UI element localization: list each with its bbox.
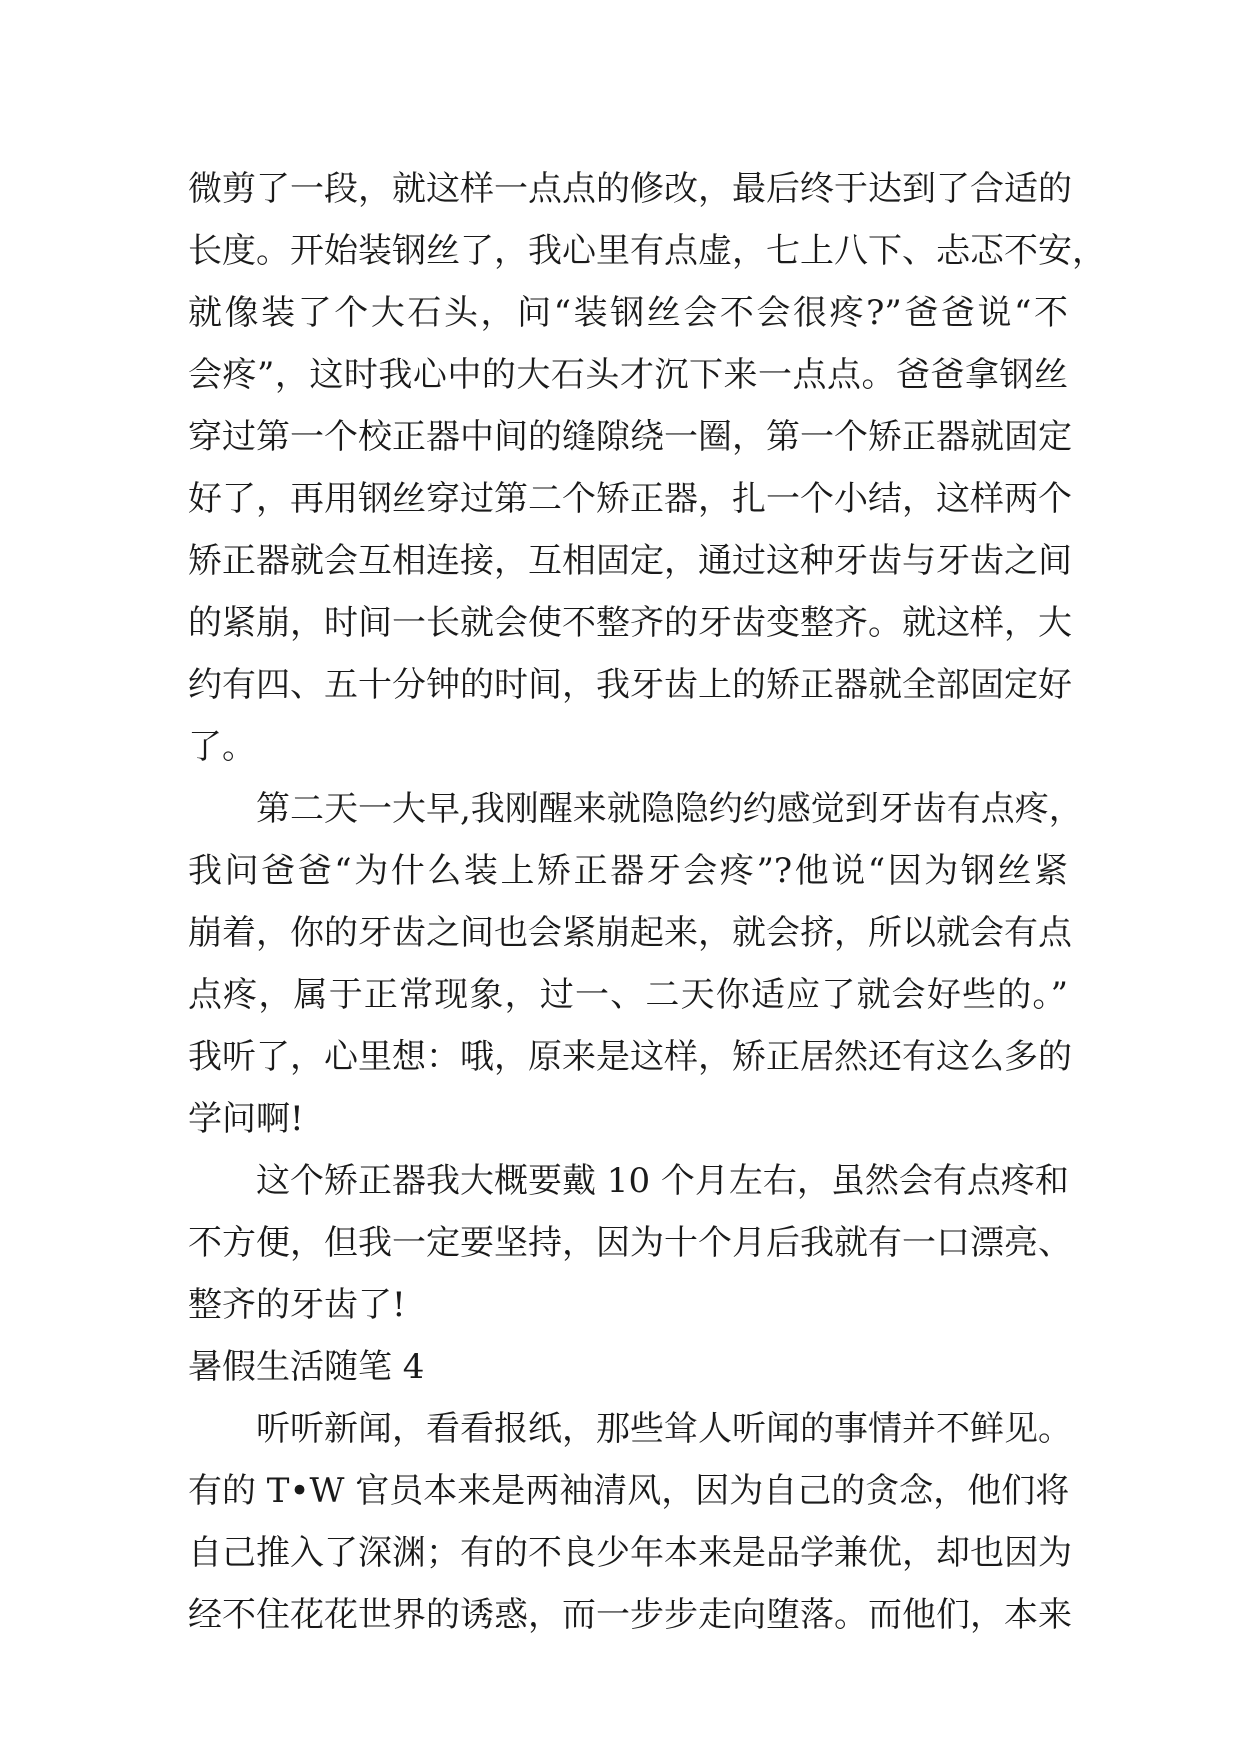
- text-line: 穿过第一个校正器中间的缝隙绕一圈，第一个矫正器就固定: [188, 417, 1072, 457]
- text-line: 矫正器就会互相连接，互相固定，通过这种牙齿与牙齿之间: [188, 541, 1072, 581]
- text-line: 我听了，心里想：哦，原来是这样，矫正居然还有这么多的: [188, 1037, 1072, 1077]
- text-line: 微剪了一段，就这样一点点的修改，最后终于达到了合适的: [188, 169, 1072, 209]
- text-line: 不方便，但我一定要坚持，因为十个月后我就有一口漂亮、: [188, 1223, 1072, 1263]
- document-body: [188, 158, 1106, 1646]
- paragraph-first-line: 这个矫正器我大概要戴 10 个月左右，虽然会有点疼和: [256, 1161, 1069, 1201]
- text-line: 有的 T•W 官员本来是两袖清风，因为自己的贪念，他们将: [188, 1471, 1070, 1511]
- text-line: 好了，再用钢丝穿过第二个矫正器，扎一个小结，这样两个: [188, 479, 1072, 519]
- text-line: 我问爸爸“为什么装上矫正器牙会疼”?他说“因为钢丝紧: [188, 851, 1068, 891]
- text-line: 会疼”，这时我心中的大石头才沉下来一点点。爸爸拿钢丝: [188, 355, 1068, 395]
- section-heading: 暑假生活随笔 4: [188, 1347, 425, 1387]
- text-line: 点疼，属于正常现象，过一、二天你适应了就会好些的。”: [188, 975, 1068, 1015]
- text-line: 约有四、五十分钟的时间，我牙齿上的矫正器就全部固定好: [188, 665, 1072, 705]
- text-line: 经不住花花世界的诱惑，而一步步走向堕落。而他们，本来: [188, 1595, 1072, 1635]
- text-line: 长度。开始装钢丝了，我心里有点虚，七上八下、忐忑不安，: [188, 231, 1106, 271]
- text-line: 自己推入了深渊；有的不良少年本来是品学兼优，却也因为: [188, 1533, 1072, 1573]
- text-line: 崩着，你的牙齿之间也会紧崩起来，就会挤，所以就会有点: [188, 913, 1072, 953]
- paragraph-first-line: 听听新闻，看看报纸，那些耸人听闻的事情并不鲜见。: [256, 1409, 1072, 1449]
- text-line: 整齐的牙齿了!: [188, 1285, 406, 1325]
- text-line: 的紧崩，时间一长就会使不整齐的牙齿变整齐。就这样，大: [188, 603, 1072, 643]
- text-line: 了。: [188, 727, 256, 767]
- text-line: 学问啊!: [188, 1099, 304, 1139]
- paragraph-first-line: 第二天一大早,我刚醒来就隐隐约约感觉到牙齿有点疼，: [256, 789, 1083, 829]
- text-line: 就像装了个大石头，问“装钢丝会不会很疼?”爸爸说“不: [188, 293, 1068, 333]
